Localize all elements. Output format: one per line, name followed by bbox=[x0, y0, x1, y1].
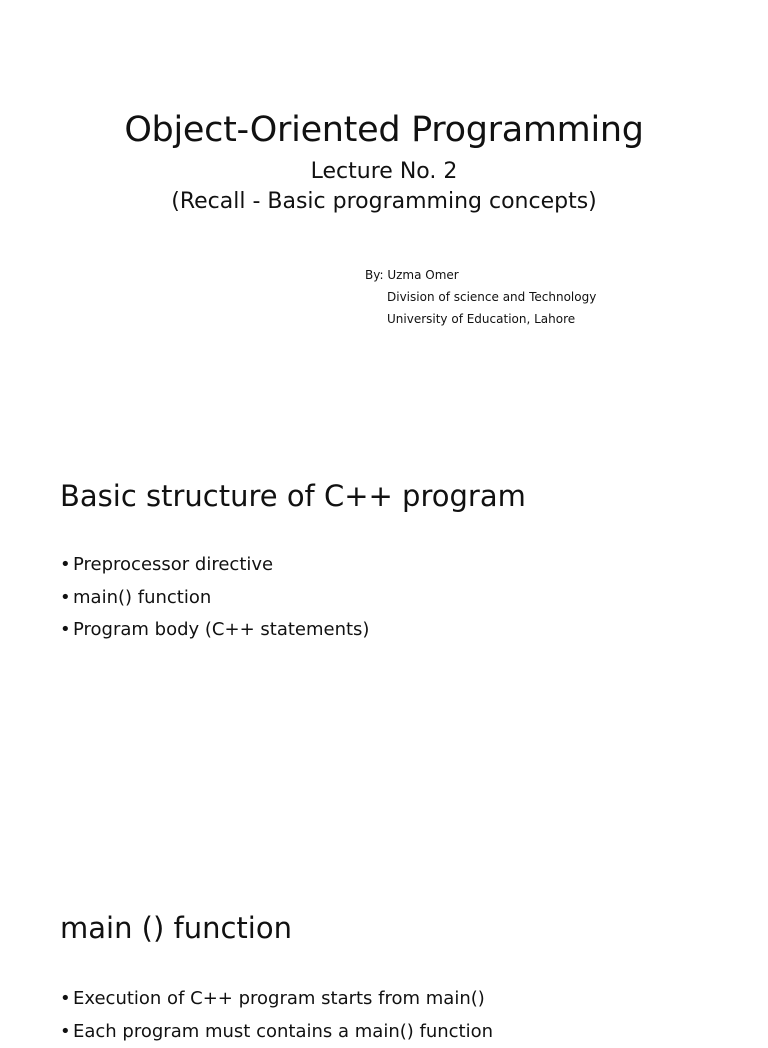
slide-heading: Basic structure of C++ program bbox=[60, 478, 526, 514]
slide-title bbox=[0, 0, 768, 432]
bullet-item bbox=[60, 983, 493, 1016]
bullet-icon: • bbox=[60, 983, 71, 1016]
bullet-text: Each program must contains a main() function bbox=[73, 1021, 493, 1042]
bullet-text: Preprocessor directive bbox=[73, 554, 273, 575]
bullet-icon: • bbox=[60, 549, 71, 582]
bullet-icon: • bbox=[60, 582, 71, 615]
slide-heading: main () function bbox=[60, 910, 292, 946]
lecture-topic: (Recall - Basic programming concepts) bbox=[0, 187, 768, 217]
author-name: By: Uzma Omer bbox=[365, 267, 459, 283]
bullet-text: Execution of C++ program starts from main() bbox=[73, 988, 485, 1009]
author-university: University of Education, Lahore bbox=[387, 311, 575, 327]
bullet-list bbox=[60, 549, 369, 647]
bullet-icon: • bbox=[60, 1016, 71, 1048]
author-division: Division of science and Technology bbox=[387, 289, 596, 305]
presentation-title: Object-Oriented Programming bbox=[0, 108, 768, 152]
lecture-number: Lecture No. 2 bbox=[0, 157, 768, 187]
bullet-icon: • bbox=[60, 614, 71, 647]
bullet-text: Program body (C++ statements) bbox=[73, 619, 369, 640]
bullet-item bbox=[60, 549, 369, 582]
bullet-text: main() function bbox=[73, 587, 211, 608]
bullet-item bbox=[60, 582, 369, 615]
bullet-item bbox=[60, 614, 369, 647]
bullet-list bbox=[60, 983, 493, 1048]
slide-main-function bbox=[0, 864, 768, 1024]
bullet-item bbox=[60, 1016, 493, 1048]
slide-basic-structure bbox=[0, 432, 768, 864]
